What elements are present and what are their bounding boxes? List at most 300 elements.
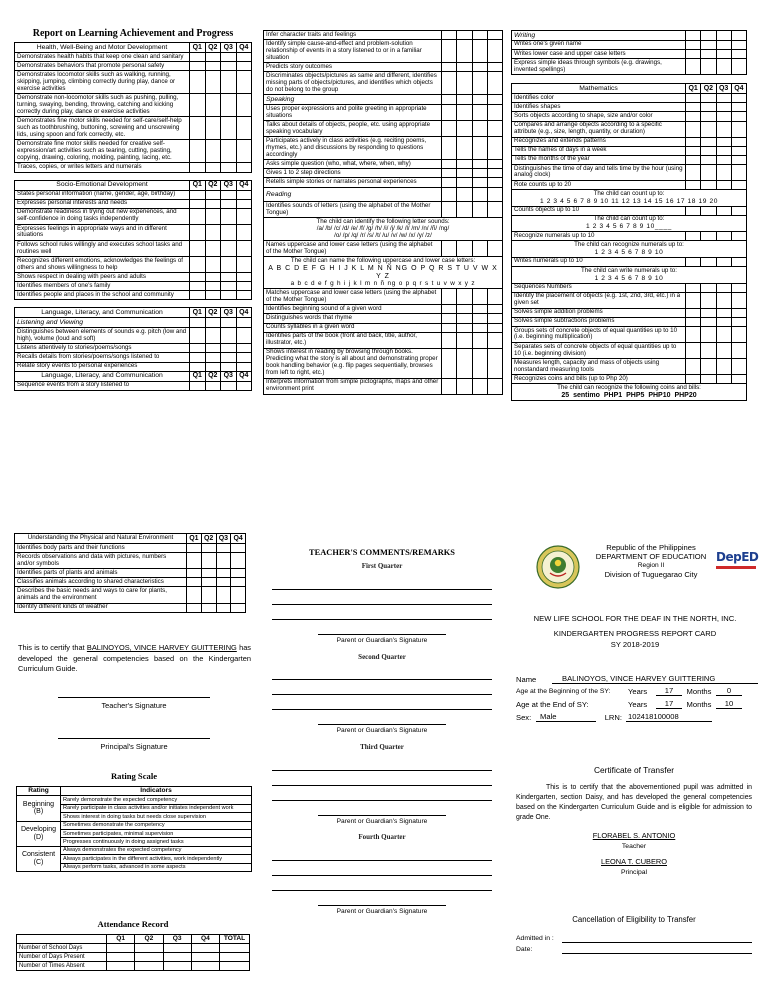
quarter-mark-cell[interactable] (442, 40, 457, 63)
quarter-mark-cell[interactable] (457, 121, 472, 137)
quarter-mark-cell[interactable] (487, 137, 502, 160)
quarter-mark-cell[interactable] (487, 105, 502, 121)
quarter-mark-cell[interactable] (716, 359, 731, 375)
quarter-mark-cell[interactable] (487, 31, 502, 40)
competency-row (264, 169, 503, 178)
quarter-mark-cell[interactable] (221, 163, 237, 172)
quarter-mark-cell[interactable] (221, 257, 237, 273)
quarter-mark-cell[interactable] (701, 181, 716, 190)
quarter-mark-cell[interactable] (686, 317, 701, 326)
competency-text: Talks about details of objects, people, etc. using appropriate speaking vocabulary (264, 121, 442, 137)
quarter-mark-cell[interactable] (442, 378, 457, 394)
quarter-mark-cell[interactable] (472, 305, 487, 314)
quarter-mark-cell[interactable] (716, 375, 731, 384)
competency-text: Interprets information from simple pictographs, maps and other environment print (264, 378, 442, 394)
quarter-mark-cell[interactable] (716, 292, 731, 308)
quarter-mark-cell[interactable] (190, 53, 206, 62)
quarter-mark-cell[interactable] (205, 117, 221, 140)
quarter-mark-cell[interactable] (731, 292, 746, 308)
quarter-mark-cell[interactable] (231, 603, 246, 612)
quarter-mark-cell[interactable] (716, 137, 731, 146)
reading-label: Reading (264, 187, 442, 202)
quarter-mark-cell[interactable] (190, 208, 206, 224)
quarter-mark-cell[interactable] (472, 332, 487, 348)
quarter-mark-cell[interactable] (236, 94, 252, 117)
quarter-mark-cell[interactable] (205, 273, 221, 282)
quarter-mark-cell[interactable] (190, 353, 206, 362)
competency-row (15, 578, 246, 587)
quarter-mark-cell[interactable] (716, 164, 731, 180)
quarter-mark-cell[interactable] (221, 190, 237, 199)
quarter-mark-cell[interactable] (205, 353, 221, 362)
quarter-mark-cell[interactable] (716, 112, 731, 121)
quarter-mark-cell[interactable] (716, 94, 731, 103)
quarter-mark-cell[interactable] (190, 291, 206, 300)
quarter-mark-cell[interactable] (686, 155, 701, 164)
quarter-mark-cell[interactable] (190, 273, 206, 282)
competency-row (264, 348, 503, 378)
quarter-mark-cell[interactable] (701, 112, 716, 121)
competency-text: Demonstrates locomotor skills such as walking, running, skipping, jumping, climbing correctly during play, dance or exercise activities (15, 71, 190, 94)
quarter-mark-cell[interactable] (686, 94, 701, 103)
quarter-mark-cell[interactable] (205, 328, 221, 344)
quarter-mark-cell[interactable] (731, 308, 746, 317)
quarter-mark-cell[interactable] (205, 224, 221, 240)
quarter-mark-cell[interactable] (457, 178, 472, 187)
quarter-mark-cell[interactable] (442, 137, 457, 160)
quarter-mark-cell[interactable] (190, 117, 206, 140)
quarter-mark-cell[interactable] (442, 323, 457, 332)
quarter-mark-cell[interactable] (216, 578, 231, 587)
quarter-mark-cell[interactable] (442, 332, 457, 348)
quarter-mark-cell[interactable] (457, 137, 472, 160)
quarter-mark-cell[interactable] (205, 71, 221, 94)
reading-item: Identifies sounds of letters (using the alphabet of the Mother Tongue) (264, 202, 442, 218)
quarter-mark-cell[interactable] (472, 314, 487, 323)
quarter-mark-cell[interactable] (716, 121, 731, 137)
quarter-mark-cell[interactable] (472, 63, 487, 72)
quarter-mark-cell[interactable] (221, 353, 237, 362)
quarter-mark-cell[interactable] (190, 362, 206, 371)
math-header: Mathematics (512, 84, 686, 94)
quarter-mark-cell[interactable] (487, 323, 502, 332)
quarter-mark-cell[interactable] (716, 317, 731, 326)
quarter-mark-cell[interactable] (221, 53, 237, 62)
rating-level: Developing (D) (17, 821, 61, 846)
quarter-mark-cell[interactable] (731, 94, 746, 103)
quarter-mark-cell[interactable] (701, 283, 716, 292)
quarter-mark-cell[interactable] (216, 544, 231, 553)
quarter-mark-cell[interactable] (236, 328, 252, 344)
quarter-mark-cell[interactable] (686, 326, 701, 342)
quarter-mark-cell[interactable] (442, 31, 457, 40)
quarter-mark-cell[interactable] (442, 169, 457, 178)
quarter-mark-cell[interactable] (187, 587, 202, 603)
count-objects-block: The child can count up to: 1 2 3 4 5 6 7 8 9 10____ (512, 215, 747, 232)
quarter-mark-cell[interactable] (457, 289, 472, 305)
quarter-mark-cell[interactable] (190, 224, 206, 240)
quarter-mark-cell[interactable] (201, 603, 216, 612)
quarter-mark-cell[interactable] (216, 587, 231, 603)
competency-text: Uses proper expressions and polite greeting in appropriate situations (264, 105, 442, 121)
quarter-mark-cell[interactable] (731, 155, 746, 164)
quarter-mark-cell[interactable] (442, 314, 457, 323)
quarter-mark-cell[interactable] (201, 544, 216, 553)
quarter-mark-cell[interactable] (190, 328, 206, 344)
quarter-mark-cell[interactable] (205, 282, 221, 291)
quarter-mark-cell[interactable] (221, 344, 237, 353)
competency-text: Classifies animals according to shared characteristics (15, 578, 187, 587)
quarter-mark-cell[interactable] (190, 282, 206, 291)
quarter-mark-cell[interactable] (442, 178, 457, 187)
date-field[interactable] (562, 946, 752, 954)
quarter-mark-cell[interactable] (457, 31, 472, 40)
quarter-mark-cell[interactable] (457, 305, 472, 314)
quarter-mark-cell[interactable] (487, 332, 502, 348)
quarter-mark-cell[interactable] (472, 160, 487, 169)
quarter-mark-cell[interactable] (205, 62, 221, 71)
quarter-mark-cell[interactable] (205, 208, 221, 224)
quarter-mark-cell[interactable] (457, 323, 472, 332)
quarter-mark-cell[interactable] (731, 283, 746, 292)
quarter-mark-cell[interactable] (205, 140, 221, 163)
quarter-mark-cell[interactable] (221, 291, 237, 300)
rating-row (17, 821, 252, 829)
quarter-mark-cell[interactable] (231, 553, 246, 569)
quarter-mark-cell[interactable] (487, 121, 502, 137)
quarter-mark-cell[interactable] (686, 308, 701, 317)
quarter-mark-cell[interactable] (205, 240, 221, 256)
quarter-mark-cell[interactable] (731, 164, 746, 180)
quarter-mark-cell[interactable] (457, 72, 472, 95)
quarter-mark-cell[interactable] (190, 62, 206, 71)
quarter-mark-cell[interactable] (487, 178, 502, 187)
quarter-mark-cell[interactable] (472, 323, 487, 332)
coins-block: The child can recognize the following coins and bills: 25 sentimo PHP1 PHP5 PHP10 PHP20 (512, 384, 747, 401)
quarter-mark-cell[interactable] (731, 343, 746, 359)
quarter-mark-cell[interactable] (487, 289, 502, 305)
quarter-mark-cell[interactable] (716, 326, 731, 342)
quarter-mark-cell[interactable] (487, 314, 502, 323)
quarter-mark-cell[interactable] (716, 283, 731, 292)
competency-row (264, 289, 503, 305)
quarter-mark-cell[interactable] (205, 291, 221, 300)
rating-indicator: Rarely demonstrate the expected competency (61, 796, 252, 804)
quarter-mark-cell[interactable] (487, 378, 502, 394)
quarter-mark-cell[interactable] (731, 103, 746, 112)
quarter-mark-cell[interactable] (221, 199, 237, 208)
quarter-mark-cell[interactable] (487, 169, 502, 178)
quarter-mark-cell[interactable] (686, 49, 701, 58)
quarter-mark-cell[interactable] (731, 359, 746, 375)
quarter-mark-cell[interactable] (457, 63, 472, 72)
quarter-mark-cell[interactable] (205, 53, 221, 62)
quarter-mark-cell[interactable] (236, 224, 252, 240)
quarter-mark-cell[interactable] (472, 72, 487, 95)
quarter-mark-cell[interactable] (205, 199, 221, 208)
quarter-mark-cell[interactable] (190, 140, 206, 163)
competency-text: Discriminates objects/pictures as same and different, identifies missing parts of objects/pictures, and identifies which objects do not belong to the group (264, 72, 442, 95)
quarter-mark-cell[interactable] (731, 40, 746, 49)
quarter-mark-cell[interactable] (487, 305, 502, 314)
quarter-mark-cell[interactable] (716, 103, 731, 112)
quarter-mark-cell[interactable] (472, 105, 487, 121)
certificate-of-transfer: Certificate of Transfer This is to certify that the abovementioned pupil was admitted in Kindergarten, section Daisy, and has developed the general competencies based on the Kindergarten Curriculum Guide and is eligible for admission to grade One. FLORABEL S. ANTONIO Teacher LEONA T. CUBERO Principal (516, 765, 752, 876)
quarter-mark-cell[interactable] (731, 137, 746, 146)
quarter-mark-cell[interactable] (686, 359, 701, 375)
rating-indicator: Always demonstrates the expected competency (61, 846, 252, 854)
quarter-mark-cell[interactable] (216, 569, 231, 578)
quarter-mark-cell[interactable] (686, 164, 701, 180)
quarter-mark-cell[interactable] (221, 94, 237, 117)
quarter-mark-cell[interactable] (190, 94, 206, 117)
quarter-mark-cell[interactable] (236, 53, 252, 62)
quarter-mark-cell[interactable] (201, 587, 216, 603)
quarter-mark-cell[interactable] (487, 72, 502, 95)
quarter-mark-cell[interactable] (221, 62, 237, 71)
quarter-mark-cell[interactable] (221, 117, 237, 140)
quarter-mark-cell[interactable] (442, 348, 457, 378)
quarter-mark-cell[interactable] (457, 160, 472, 169)
quarter-mark-cell[interactable] (236, 163, 252, 172)
quarter-mark-cell[interactable] (731, 375, 746, 384)
speaking-label: Speaking (264, 95, 442, 105)
competency-text: Shows interest in reading by browsing through books. Predicting what the story is all about and demonstrating proper book handling behavior (e.g. flip pages sequentially, browses from left to right, etc.) (264, 348, 442, 378)
quarter-mark-cell[interactable] (236, 273, 252, 282)
quarter-mark-cell[interactable] (187, 569, 202, 578)
quarter-mark-cell[interactable] (731, 112, 746, 121)
competency-text: Identifies parts of the book (front and back, title, author, illustrator, etc.) (264, 332, 442, 348)
quarter-mark-cell[interactable] (190, 199, 206, 208)
quarter-mark-cell[interactable] (701, 137, 716, 146)
quarter-mark-cell[interactable] (487, 40, 502, 63)
competency-row (264, 121, 503, 137)
quarter-mark-cell[interactable] (716, 308, 731, 317)
quarter-mark-cell[interactable] (731, 49, 746, 58)
quarter-mark-cell[interactable] (686, 375, 701, 384)
quarter-mark-cell[interactable] (236, 240, 252, 256)
quarter-mark-cell[interactable] (187, 578, 202, 587)
quarter-mark-cell[interactable] (472, 178, 487, 187)
competency-text: Identify simple cause-and-effect and problem-solution relationship of events in a story listened to or in a familiar situation (264, 40, 442, 63)
quarter-mark-cell[interactable] (472, 169, 487, 178)
quarter-mark-cell[interactable] (187, 553, 202, 569)
quarter-mark-cell[interactable] (731, 317, 746, 326)
quarter-mark-cell[interactable] (701, 359, 716, 375)
quarter-mark-cell[interactable] (472, 40, 487, 63)
health-table: Health, Well-Being and Motor Development Q1 Q2 Q3 Q4 Demonstrates health habits that keep one clean and sanitary Demonstrates behaviors that promote personal safety Demonstrates locomotor skills such as walking, running, skipping, jumping, climbing correctly during play, dance or exercise activities Demonstrate non-locomotor skills such as pushing, pulling, turning, swaying, bending, throwing, catching and kicking correctly during play, dance or exercise activities Demonstrates fine motor skills needed for self-care/self-help such as toothbrushing, buttoning, screwing and unscrewing lids, using spoon and fork correctly, etc. Demonstrate fine motor skills needed for creative self-expression/art activities such as tearing, cutting, pasting, copying, drawing, coloring, molding, painting, lacing, etc. Traces, copies, or writes letters and numerals (14, 42, 252, 172)
quarter-mark-cell[interactable] (236, 117, 252, 140)
quarter-mark-cell[interactable] (472, 31, 487, 40)
quarter-mark-cell[interactable] (701, 103, 716, 112)
quarter-mark-cell[interactable] (231, 578, 246, 587)
quarter-mark-cell[interactable] (236, 208, 252, 224)
health-header: Health, Well-Being and Motor Development (15, 43, 190, 53)
quarter-mark-cell[interactable] (457, 378, 472, 394)
quarter-mark-cell[interactable] (716, 155, 731, 164)
writing-table (511, 30, 747, 75)
quarter-mark-cell[interactable] (701, 308, 716, 317)
quarter-mark-cell[interactable] (457, 105, 472, 121)
quarter-mark-cell[interactable] (236, 257, 252, 273)
quarter-mark-cell[interactable] (686, 40, 701, 49)
quarter-mark-cell[interactable] (686, 59, 701, 75)
quarter-mark-cell[interactable] (686, 112, 701, 121)
quarter-mark-cell[interactable] (472, 378, 487, 394)
quarter-mark-cell[interactable] (457, 40, 472, 63)
quarter-mark-cell[interactable] (236, 282, 252, 291)
quarter-mark-cell[interactable] (221, 328, 237, 344)
quarter-mark-cell[interactable] (716, 146, 731, 155)
recognize-numerals-block: The child can recognize numerals up to: 1 2 3 4 5 6 7 8 9 10 (512, 241, 747, 258)
quarter-mark-cell[interactable] (686, 343, 701, 359)
quarter-mark-cell[interactable] (221, 140, 237, 163)
quarter-mark-cell[interactable] (205, 94, 221, 117)
quarter-mark-cell[interactable] (731, 146, 746, 155)
rote-count-block: The child can count up to: 1 2 3 4 5 6 7 8 9 10 11 12 13 14 15 16 17 18 19 20 (512, 190, 747, 207)
socio-table: Socio-Emotional Development Q1 Q2 Q3 Q4 States personal information (name, gender, age, birthday) Expresses personal interests and needs Demonstrate readiness in trying out new experiences, and self-confidence in doing tasks independently Expresses feelings in appropriate ways and in different situations Follows school rules willingly and executes school tasks and routines well Recognizes different emotions, acknowledges the feelings of others and shows willingness to help Shows respect in dealing with peers and adults Identifies members of one's family Identifies people and places in the school and community (14, 180, 252, 301)
quarter-mark-cell[interactable] (701, 121, 716, 137)
quarter-mark-cell[interactable] (731, 181, 746, 190)
competency-text: Express simple ideas through symbols (e.g. drawings, invented spellings) (512, 59, 686, 75)
quarter-mark-cell[interactable] (457, 348, 472, 378)
card-title: KINDERGARTEN PROGRESS REPORT CARD (553, 629, 717, 638)
quarter-mark-cell[interactable] (701, 292, 716, 308)
quarter-mark-cell[interactable] (442, 63, 457, 72)
quarter-mark-cell[interactable] (442, 160, 457, 169)
quarter-mark-cell[interactable] (686, 146, 701, 155)
quarter-mark-cell[interactable] (221, 273, 237, 282)
quarter-mark-cell[interactable] (442, 105, 457, 121)
quarter-mark-cell[interactable] (221, 208, 237, 224)
quarter-mark-cell[interactable] (205, 163, 221, 172)
quarter-mark-cell[interactable] (190, 163, 206, 172)
quarter-mark-cell[interactable] (221, 71, 237, 94)
quarter-mark-cell[interactable] (457, 314, 472, 323)
quarter-mark-cell[interactable] (686, 103, 701, 112)
quarter-mark-cell[interactable] (686, 292, 701, 308)
quarter-mark-cell[interactable] (236, 190, 252, 199)
quarter-mark-cell[interactable] (701, 59, 716, 75)
names-letters-item: Names uppercase and lower case letters (using the alphabet of the Mother Tongue) (264, 241, 442, 257)
quarter-mark-cell[interactable] (487, 63, 502, 72)
quarter-mark-cell[interactable] (231, 569, 246, 578)
quarter-mark-cell[interactable] (716, 49, 731, 58)
quarter-mark-cell[interactable] (221, 282, 237, 291)
quarter-mark-cell[interactable] (201, 578, 216, 587)
quarter-mark-cell[interactable] (187, 603, 202, 612)
quarter-mark-cell[interactable] (472, 121, 487, 137)
quarter-mark-cell[interactable] (216, 603, 231, 612)
quarter-mark-cell[interactable] (236, 71, 252, 94)
quarter-mark-cell[interactable] (701, 49, 716, 58)
quarter-mark-cell[interactable] (205, 362, 221, 371)
quarter-mark-cell[interactable] (716, 181, 731, 190)
quarter-mark-cell[interactable] (701, 94, 716, 103)
quarter-mark-cell[interactable] (472, 289, 487, 305)
competency-text: Solves simple subtractions problems (512, 317, 686, 326)
competency-text: Writes lower case and upper case letters (512, 49, 686, 58)
quarter-mark-cell[interactable] (236, 344, 252, 353)
quarter-mark-cell[interactable] (686, 181, 701, 190)
quarter-mark-cell[interactable] (472, 137, 487, 160)
quarter-mark-cell[interactable] (716, 343, 731, 359)
quarter-mark-cell[interactable] (190, 344, 206, 353)
quarter-mark-cell[interactable] (701, 40, 716, 49)
quarter-mark-cell[interactable] (236, 353, 252, 362)
quarter-mark-cell[interactable] (487, 160, 502, 169)
quarter-mark-cell[interactable] (472, 348, 487, 378)
quarter-mark-cell[interactable] (216, 553, 231, 569)
quarter-mark-cell[interactable] (231, 587, 246, 603)
rating-indicator: Sometimes participates, minimal supervision (61, 829, 252, 837)
quarter-mark-cell[interactable] (442, 305, 457, 314)
quarter-mark-cell[interactable] (221, 240, 237, 256)
quarter-mark-cell[interactable] (686, 121, 701, 137)
quarter-mark-cell[interactable] (236, 291, 252, 300)
quarter-mark-cell[interactable] (701, 164, 716, 180)
quarter-mark-cell[interactable] (457, 332, 472, 348)
quarter-mark-cell[interactable] (701, 146, 716, 155)
writing-math-panel (511, 30, 747, 401)
quarter-mark-cell[interactable] (221, 362, 237, 371)
competency-text: Measures length, capacity and mass of objects using nonstandard measuring tools (512, 359, 686, 375)
quarter-mark-cell[interactable] (457, 169, 472, 178)
quarter-mark-cell[interactable] (442, 72, 457, 95)
rating-level: Consistent (C) (17, 846, 61, 871)
competency-row (264, 137, 503, 160)
quarter-mark-cell[interactable] (701, 375, 716, 384)
quarter-mark-cell[interactable] (731, 326, 746, 342)
quarter-mark-cell[interactable] (487, 348, 502, 378)
quarter-mark-cell[interactable] (236, 62, 252, 71)
quarter-mark-cell[interactable] (190, 257, 206, 273)
quarter-mark-cell[interactable] (231, 544, 246, 553)
quarter-mark-cell[interactable] (205, 257, 221, 273)
quarter-mark-cell[interactable] (221, 224, 237, 240)
quarter-mark-cell[interactable] (442, 121, 457, 137)
quarter-mark-cell[interactable] (187, 544, 202, 553)
quarter-mark-cell[interactable] (190, 71, 206, 94)
quarter-mark-cell[interactable] (686, 137, 701, 146)
quarter-mark-cell[interactable] (236, 199, 252, 208)
quarter-mark-cell[interactable] (205, 190, 221, 199)
cancellation-block: Cancellation of Eligibility to Transfer Admitted in : Date: (516, 916, 752, 954)
quarter-mark-cell[interactable] (731, 121, 746, 137)
quarter-mark-cell[interactable] (442, 289, 457, 305)
quarter-mark-cell[interactable] (701, 317, 716, 326)
quarter-mark-cell[interactable] (716, 40, 731, 49)
quarter-mark-cell[interactable] (201, 569, 216, 578)
quarter-mark-cell[interactable] (201, 553, 216, 569)
competency-row (512, 137, 747, 146)
quarter-mark-cell[interactable] (731, 59, 746, 75)
quarter-mark-cell[interactable] (190, 240, 206, 256)
quarter-mark-cell[interactable] (701, 343, 716, 359)
certify-block: This is to certify that BALINOYOS, VINCE HARVEY GUITTERING has developed the general competencies based on the Kindergarten Curriculum Guide. (18, 643, 251, 674)
competency-text: Matches uppercase and lower case letters (using the alphabet of the Mother Tongue) (264, 289, 442, 305)
admitted-in-field[interactable] (562, 935, 752, 943)
quarter-mark-cell[interactable] (205, 344, 221, 353)
quarter-mark-cell[interactable] (190, 190, 206, 199)
quarter-mark-cell[interactable] (701, 155, 716, 164)
quarter-mark-cell[interactable] (236, 362, 252, 371)
quarter-mark-cell[interactable] (716, 59, 731, 75)
quarter-mark-cell[interactable] (236, 140, 252, 163)
competency-text: Demonstrate readiness in trying out new experiences, and self-confidence in doing tasks independently (15, 208, 190, 224)
quarter-mark-cell[interactable] (701, 326, 716, 342)
quarter-mark-cell[interactable] (686, 283, 701, 292)
